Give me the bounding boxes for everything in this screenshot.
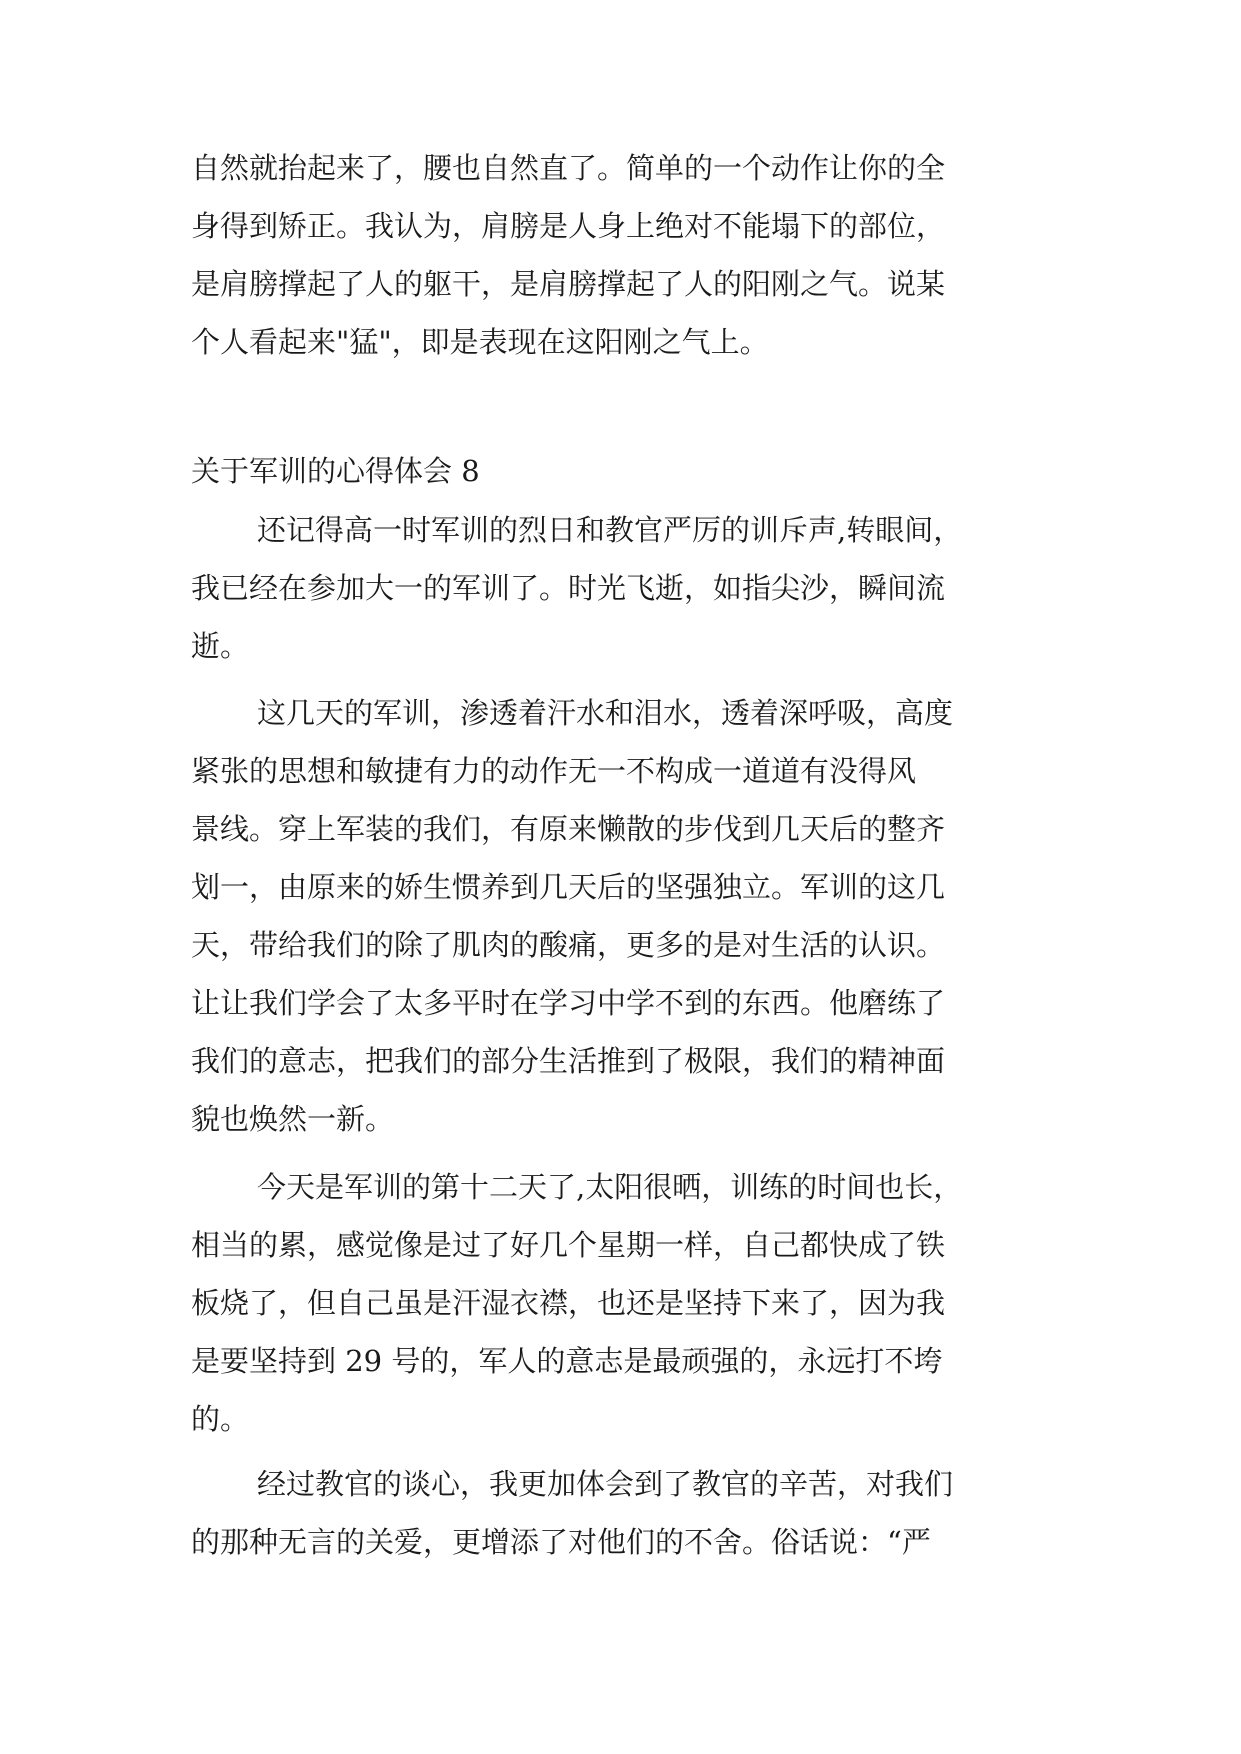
text-line: 板烧了，但自己虽是汗湿衣襟，也还是坚持下来了，因为我: [191, 1286, 946, 1320]
text-line: 是要坚持到 29 号的，军人的意志是最顽强的，永远打不垮: [191, 1344, 943, 1378]
text-line: 自然就抬起来了，腰也自然直了。简单的一个动作让你的全: [191, 151, 946, 185]
text-line: 相当的累，感觉像是过了好几个星期一样，自己都快成了铁: [191, 1228, 946, 1262]
text-line: 是肩膀撑起了人的躯干，是肩膀撑起了人的阳刚之气。说某: [191, 267, 946, 301]
text-line: 紧张的思想和敏捷有力的动作无一不构成一道道有没得风: [191, 754, 917, 788]
text-line: 我们的意志，把我们的部分生活推到了极限，我们的精神面: [191, 1044, 946, 1078]
text-line: 的。: [191, 1402, 250, 1436]
text-line: 貌也焕然一新。: [191, 1102, 395, 1136]
text-line: 的那种无言的关爱，更增添了对他们的不舍。俗话说：“严: [191, 1525, 931, 1559]
text-line: 景线。穿上军装的我们，有原来懒散的步伐到几天后的整齐: [191, 812, 946, 846]
section-title: 关于军训的心得体会 8: [191, 454, 480, 488]
text-line: 让让我们学会了太多平时在学习中学不到的东西。他磨练了: [191, 986, 946, 1020]
text-line: 个人看起来"猛"，即是表现在这阳刚之气上。: [191, 325, 769, 359]
text-line: 还记得高一时军训的烈日和教官严厉的训斥声,转眼间，: [257, 513, 963, 547]
text-line: 划一，由原来的娇生惯养到几天后的坚强独立。军训的这几: [191, 870, 946, 904]
text-line: 身得到矫正。我认为，肩膀是人身上绝对不能塌下的部位，: [191, 209, 946, 243]
text-line: 我已经在参加大一的军训了。时光飞逝，如指尖沙，瞬间流: [191, 571, 946, 605]
text-line: 今天是军训的第十二天了,太阳很晒，训练的时间也长，: [257, 1170, 963, 1204]
text-line: 逝。: [191, 629, 250, 663]
text-line: 这几天的军训，渗透着汗水和泪水，透着深呼吸，高度: [257, 696, 954, 730]
text-line: 经过教官的谈心，我更加体会到了教官的辛苦，对我们: [257, 1467, 954, 1501]
text-line: 天，带给我们的除了肌肉的酸痛，更多的是对生活的认识。: [191, 928, 946, 962]
